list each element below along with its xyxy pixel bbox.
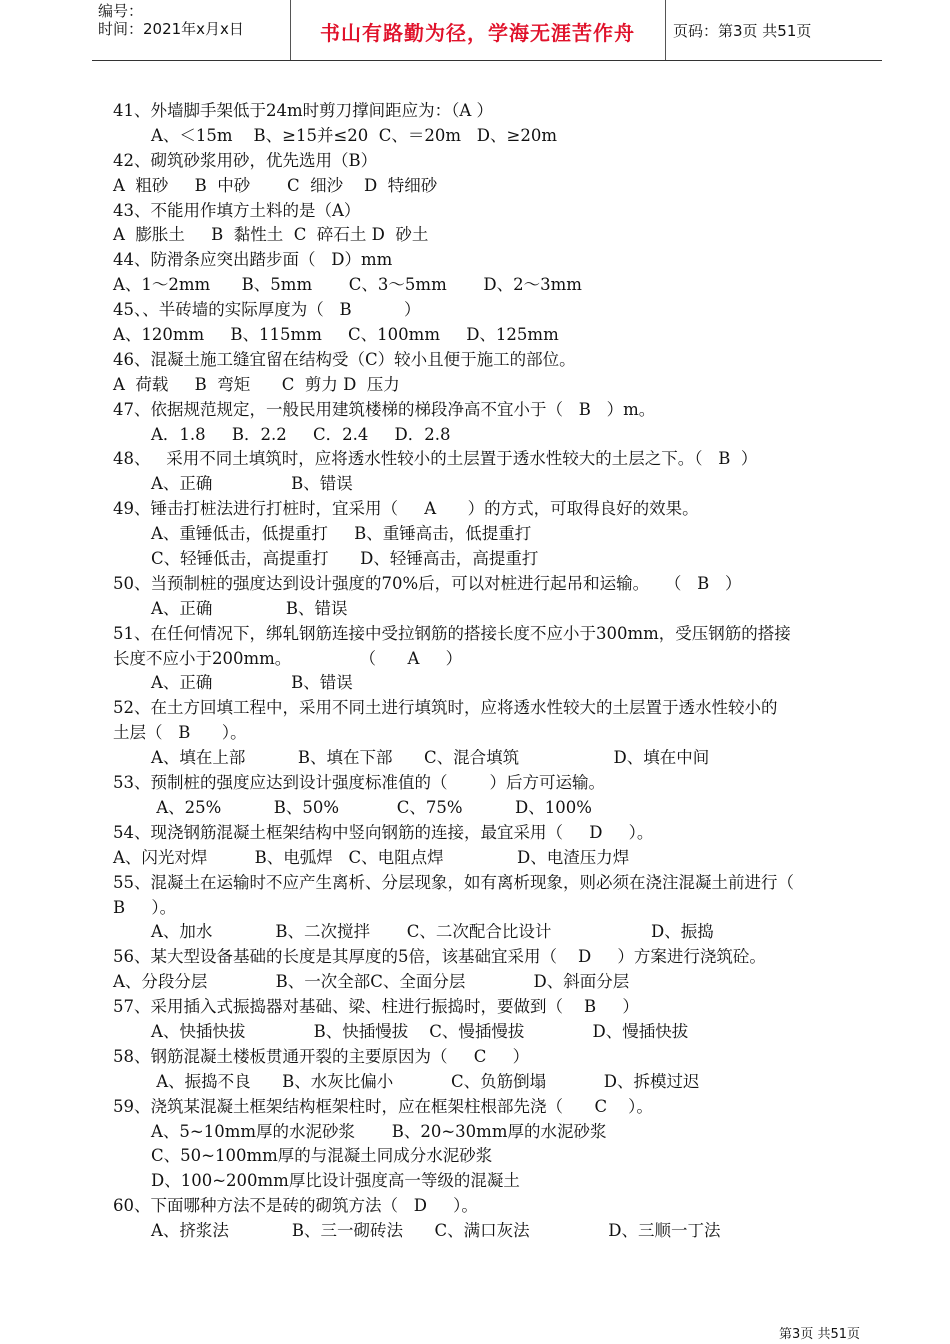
text-line: 47、依据规范规定，一般民用建筑楼梯的梯段净高不宜小于（ B ）m。 xyxy=(113,399,656,419)
text-line: 49、锤击打桩法进行打桩时，宜采用（ A ）的方式，可取得良好的效果。 xyxy=(113,499,699,519)
text-line: 46、混凝土施工缝宜留在结构受（C）较小且便于施工的部位。 xyxy=(113,349,576,369)
text-line: 57、采用插入式振捣器对基础、梁、柱进行振捣时，要做到（ B ） xyxy=(113,997,639,1017)
motto-text: 书山有路勤为径，学海无涯苦作舟 xyxy=(320,21,635,45)
text-line: 43、不能用作填方土料的是（A） xyxy=(113,200,361,220)
text-line: 48、 采用不同土填筑时，应将透水性较小的土层置于透水性较大的土层之下。（ B ） xyxy=(113,449,758,469)
text-line: A、正确 B、错误 xyxy=(151,598,348,618)
text-line: A、挤浆法 B、三一砌砖法 C、满口灰法 D、三顺一丁法 xyxy=(151,1221,721,1241)
text-line: A、重锤低击，低提重打 B、重锤高击，低提重打 xyxy=(151,524,532,544)
text-line: A、振捣不良 B、水灰比偏小 C、负筋倒塌 D、拆模过迟 xyxy=(151,1071,700,1091)
text-line: A、正确 B、错误 xyxy=(151,673,353,693)
text-line: A、正确 B、错误 xyxy=(151,474,353,494)
text-line: A、＜15m B、≥15并≤20 C、＝20m D、≥20m xyxy=(151,125,557,145)
text-line: 52、在土方回填工程中，采用不同土进行填筑时，应将透水性较大的土层置于透水性较小的 xyxy=(113,698,778,718)
text-line: 53、预制桩的强度应达到设计强度标准值的（ ）后方可运输。 xyxy=(113,773,605,793)
text-line: 42、砌筑砂浆用砂，优先选用（B） xyxy=(113,150,378,170)
text-line: 长度不应小于200mm。 （ A ） xyxy=(113,648,463,668)
text-line: 50、当预制桩的强度达到设计强度的70%后，可以对桩进行起吊和运输。 （ B ） xyxy=(113,573,742,593)
text-line: A、快插快拔 B、快插慢拔 C、慢插慢拔 D、慢插快拔 xyxy=(151,1021,689,1041)
text-line: 土层（ B ）。 xyxy=(113,723,247,743)
text-line: 41、外墙脚手架低于24m时剪刀撑间距应为：（A ） xyxy=(113,101,494,120)
text-line: A、5~10mm厚的水泥砂浆 B、20~30mm厚的水泥砂浆 xyxy=(151,1121,607,1141)
text-line: 59、浇筑某混凝土框架结构框架柱时，应在框架柱根部先浇（ C ）。 xyxy=(113,1096,653,1116)
text-line: A、填在上部 B、填在下部 C、混合填筑 D、填在中间 xyxy=(151,748,710,768)
text-line: A、1～2mm B、5mm C、3～5mm D、2～3mm xyxy=(113,275,582,295)
header-motto-cell xyxy=(290,0,666,60)
text-line: 55、混凝土在运输时不应产生离析、分层现象，如有离析现象，则必须在浇注混凝土前进行（ xyxy=(113,872,794,892)
text-line: 56、某大型设备基础的长度是其厚度的5倍，该基础宜采用（ D ）方案进行浇筑砼。 xyxy=(113,947,766,967)
header-meta-cell xyxy=(92,0,291,60)
text-line: C、50~100mm厚的与混凝土同成分水泥砂浆 xyxy=(151,1146,493,1166)
text-line: A、闪光对焊 B、电弧焊 C、电阻点焊 D、电渣压力焊 xyxy=(113,847,630,867)
text-line: A 粗砂 B 中砂 C 细沙 D 特细砂 xyxy=(113,175,438,195)
page-footer: 第3页 共51页 xyxy=(779,1327,860,1342)
header-page-cell xyxy=(665,0,882,60)
text-line: 45、、半砖墙的实际厚度为（ B ） xyxy=(113,300,421,320)
page-header xyxy=(92,0,882,61)
page-info: 页码：第3页 共51页 xyxy=(673,22,812,40)
text-line: B ）。 xyxy=(113,897,177,917)
text-line: 58、钢筋混凝土楼板贯通开裂的主要原因为（ C ） xyxy=(113,1046,530,1066)
text-line: A 膨胀土 B 黏性土 C 碎石土 D 砂土 xyxy=(113,225,429,245)
text-line: A、加水 B、二次搅拌 C、二次配合比设计 D、振捣 xyxy=(151,922,714,942)
text-line: 44、防滑条应突出踏步面（ D）mm xyxy=(113,250,393,270)
text-line: A、120mm B、115mm C、100mm D、125mm xyxy=(113,325,559,345)
text-line: 51、在任何情况下，绑轧钢筋连接中受拉钢筋的搭接长度不应小于300mm，受压钢筋的搭接 xyxy=(113,623,791,643)
text-line: C、轻锤低击，高提重打 D、轻锤高击，高提重打 xyxy=(151,549,539,569)
code-label: 编号： xyxy=(98,2,144,20)
text-line: A、分段分层 B、一次全部C、全面分层 D、斜面分层 xyxy=(113,972,630,992)
text-line: A、25% B、50% C、75% D、100% xyxy=(151,797,592,817)
text-line: 60、下面哪种方法不是砖的砌筑方法（ D ）。 xyxy=(113,1196,478,1216)
text-line: A 荷载 B 弯矩 C 剪力 D 压力 xyxy=(113,374,400,394)
time-label: 时间：2021年x月x日 xyxy=(98,20,244,38)
text-line: A．1.8 B．2.2 C．2.4 D．2.8 xyxy=(151,424,451,444)
text-line: D、100~200mm厚比设计强度高一等级的混凝土 xyxy=(151,1171,520,1191)
text-line: 54、现浇钢筋混凝土框架结构中竖向钢筋的连接，最宜采用（ D ）。 xyxy=(113,822,654,842)
question-list xyxy=(113,99,873,1244)
